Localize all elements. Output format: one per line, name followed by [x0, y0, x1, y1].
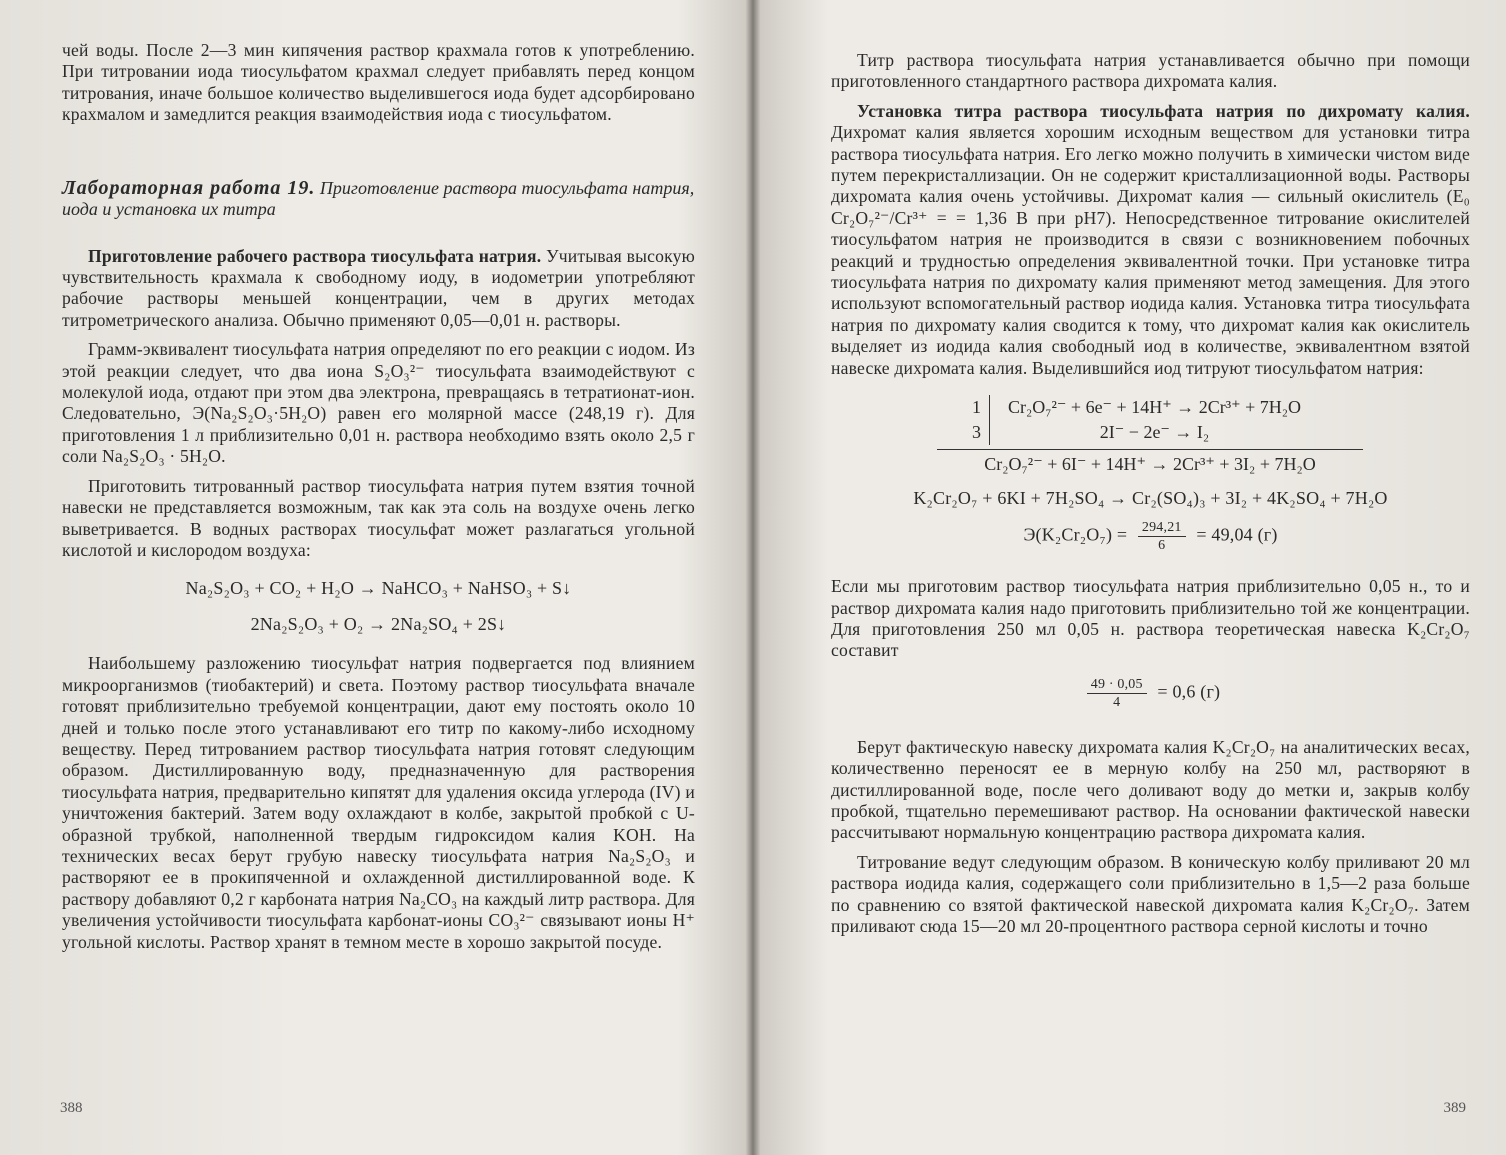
lab-label: Лабораторная работа 19. — [62, 176, 316, 199]
coefficient: 1 — [959, 395, 990, 420]
half-reaction: Cr₂O₇²⁻ + 6e⁻ + 14H⁺ → 2Cr³⁺ + 7H₂O — [1007, 397, 1302, 418]
half-reactions — [959, 395, 1319, 445]
formula-lhs: Э(K₂Cr₂O₇) = — [1023, 524, 1128, 545]
right-page — [753, 0, 1506, 1155]
paragraph: Приготовить титрованный раствор тиосульфата натрия путем взятия точной навески не представляется возможным, так как эта соль на воздухе очень легко выветривается. В водных растворах тиосульфат может разлагаться угольной кислотой и кислородом воздуха: — [62, 475, 695, 560]
ionic-equation: Cr₂O₇²⁻ + 6I⁻ + 14H⁺ → 2Cr³⁺ + 3I₂ + 7H₂O — [937, 449, 1363, 475]
paragraph: Если мы приготовим раствор тиосульфата натрия приблизительно 0,05 н., то и раствор дихромата калия надо приготовить приблизительно той же концентрации. Для приготовления 250 мл 0,05 н. раствора теоретическая навеска K₂Cr₂O₇ составит — [831, 576, 1470, 661]
equation: Na₂S₂O₃ + CO₂ + H₂O → NaHCO₃ + NaHSO₃ + S↓ — [185, 578, 572, 599]
lab-heading — [62, 178, 695, 220]
denominator: 6 — [1158, 538, 1166, 554]
formula-rhs: = 49,04 (г) — [1196, 524, 1278, 545]
run-in-heading: Установка титра раствора тиосульфата натрия по дихромату калия. — [857, 100, 1470, 121]
fraction — [1087, 676, 1147, 711]
denominator: 4 — [1113, 694, 1121, 710]
paragraph-text: Дихромат калия является хорошим исходным веществом для установки титра раствора тиосульфата натрия. Его легко можно получить в химически чистом виде путем перекристаллизации. Он не содержит кристаллизационной воды. Растворы дихромата калия очень устойчивы. Дихромат калия — сильный окислитель (E₀ Cr₂O₇²⁻/Cr³⁺ = = 1,36 В при pH7). Непосредственное титрование окислителей тиосульфатом натрия не производится в связи с возникновением побочных реакций и трудностью определения эквивалентной точки. При установке титра тиосульфата натрия по дихромату калия применяют метод замещения. Для этого используют вспомогательный раствор иодида калия. Установка титра тиосульфата натрия по дихромату калия сводится к тому, что дихромат калия как окислитель выделяет из иодида калия свободный иод в количестве, эквивалентном взятой навеске дихромата калия. Выделившийся иод титруют тиосульфатом натрия: — [831, 122, 1470, 378]
paragraph: Титр раствора тиосульфата натрия устанавливается обычно при помощи приготовленного стандартного раствора дихромата калия. — [831, 50, 1470, 92]
equation: 2Na₂S₂O₃ + O₂ → 2Na₂SO₄ + 2S↓ — [250, 614, 507, 635]
half-reaction: 2I⁻ − 2e⁻ → I₂ — [1099, 422, 1210, 443]
run-in-heading: Приготовление рабочего раствора тиосульфата натрия. — [88, 245, 542, 266]
numerator: 49 · 0,05 — [1087, 676, 1147, 694]
numerator: 294,21 — [1138, 519, 1186, 537]
coefficient: 3 — [959, 420, 990, 445]
calculation — [831, 676, 1470, 711]
paragraph-text: Учитывая высокую чувствительность крахмала к свободному иоду, в иодометрии употребляют рабочие растворы меньшей концентрации, чем в других методах титрометрического анализа. Обычно применяют 0,05—0,01 н. растворы. — [62, 245, 695, 330]
paragraph: Наибольшему разложению тиосульфат натрия подвергается под влиянием микроорганизмов (тиобактерий) и света. Поэтому раствор тиосульфата вначале готовят приблизительно требуемой концентрации, дают ему постоять около 10 дней и только после этого устанавливают его титр по какому-либо исходному веществу. Перед титрованием раствор тиосульфата натрия готовят следующим образом. Дистиллированную воду, предназначенную для растворения тиосульфата натрия, предварительно кипятят для удаления оксида углерода (IV) и уничтожения бактерий. Затем воду охлаждают в колбе, закрытой пробкой с U-образной трубкой, наполненной твердым гидроксидом калия KOH. На технических весах берут грубую навеску тиосульфата натрия Na₂S₂O₃ и растворяют ее в прокипяченной и охлажденной дистиллированной воде. К раствору добавляют 0,2 г карбоната натрия Na₂CO₃ на каждый литр раствора. Для увеличения устойчивости тиосульфата карбонат-ионы CO₃²⁻ связывают ионы H⁺ угольной кислоты. Раствор хранят в темном месте в хорошо закрытой посуде. — [62, 653, 695, 952]
molecular-equation: K₂Cr₂O₇ + 6KI + 7H₂SO₄ → Cr₂(SO₄)₃ + 3I₂ + 4K₂SO₄ + 7H₂O — [913, 488, 1388, 509]
equation-block — [62, 577, 695, 635]
paragraph — [831, 101, 1470, 379]
paragraph: Грамм-эквивалент тиосульфата натрия определяют по его реакции с иодом. Из этой реакции следует, что два иона S₂O₃²⁻ тиосульфата взаимодействуют с молекулой иода, отдают при этом два электрона, превращаясь в тетратионат-ион. Следовательно, Э(Na₂S₂O₃·5H₂O) равен его молярной массе (248,19 г). Для приготовления 1 л приблизительно 0,01 н. раствора необходимо взять около 2,5 г соли Na₂S₂O₃ · 5H₂O. — [62, 339, 695, 467]
calculation-result: = 0,6 (г) — [1157, 681, 1221, 702]
paragraph: Титрование ведут следующим образом. В коническую колбу приливают 20 мл раствора иодида калия, содержащего соли приблизительно в 1,5—2 раза больше по сравнению со взятой фактической навеской дихромата калия K₂Cr₂O₇. Затем приливают сюда 15—20 мл 20-процентного раствора серной кислоты и точно — [831, 851, 1470, 936]
page-number: 389 — [1443, 1100, 1466, 1116]
lab-title: Приготовление раствора тиосульфата натрия, иода и установка их титра — [62, 177, 695, 219]
fraction — [1138, 519, 1186, 554]
paragraph — [62, 246, 695, 332]
equivalent-formula — [831, 519, 1470, 554]
paragraph: чей воды. После 2—3 мин кипячения раствор крахмала готов к употреблению. При титровании иода тиосульфатом крахмал следует прибавлять перед концом титрования, иначе большое количество выделившегося иода будет адсорбировано крахмалом и замедлится реакция взаимодействия иода с тиосульфатом. — [62, 40, 695, 125]
paragraph: Берут фактическую навеску дихромата калия K₂Cr₂O₇ на аналитических весах, количественно переносят ее в мерную колбу на 250 мл, растворяют в дистиллированной воде, после чего доливают воду до метки и, закрыв колбу пробкой, тщательно перемешивают раствор. На основании фактической навески рассчитывают нормальную концентрацию раствора дихромата калия. — [831, 736, 1470, 843]
page-number: 388 — [60, 1100, 83, 1116]
